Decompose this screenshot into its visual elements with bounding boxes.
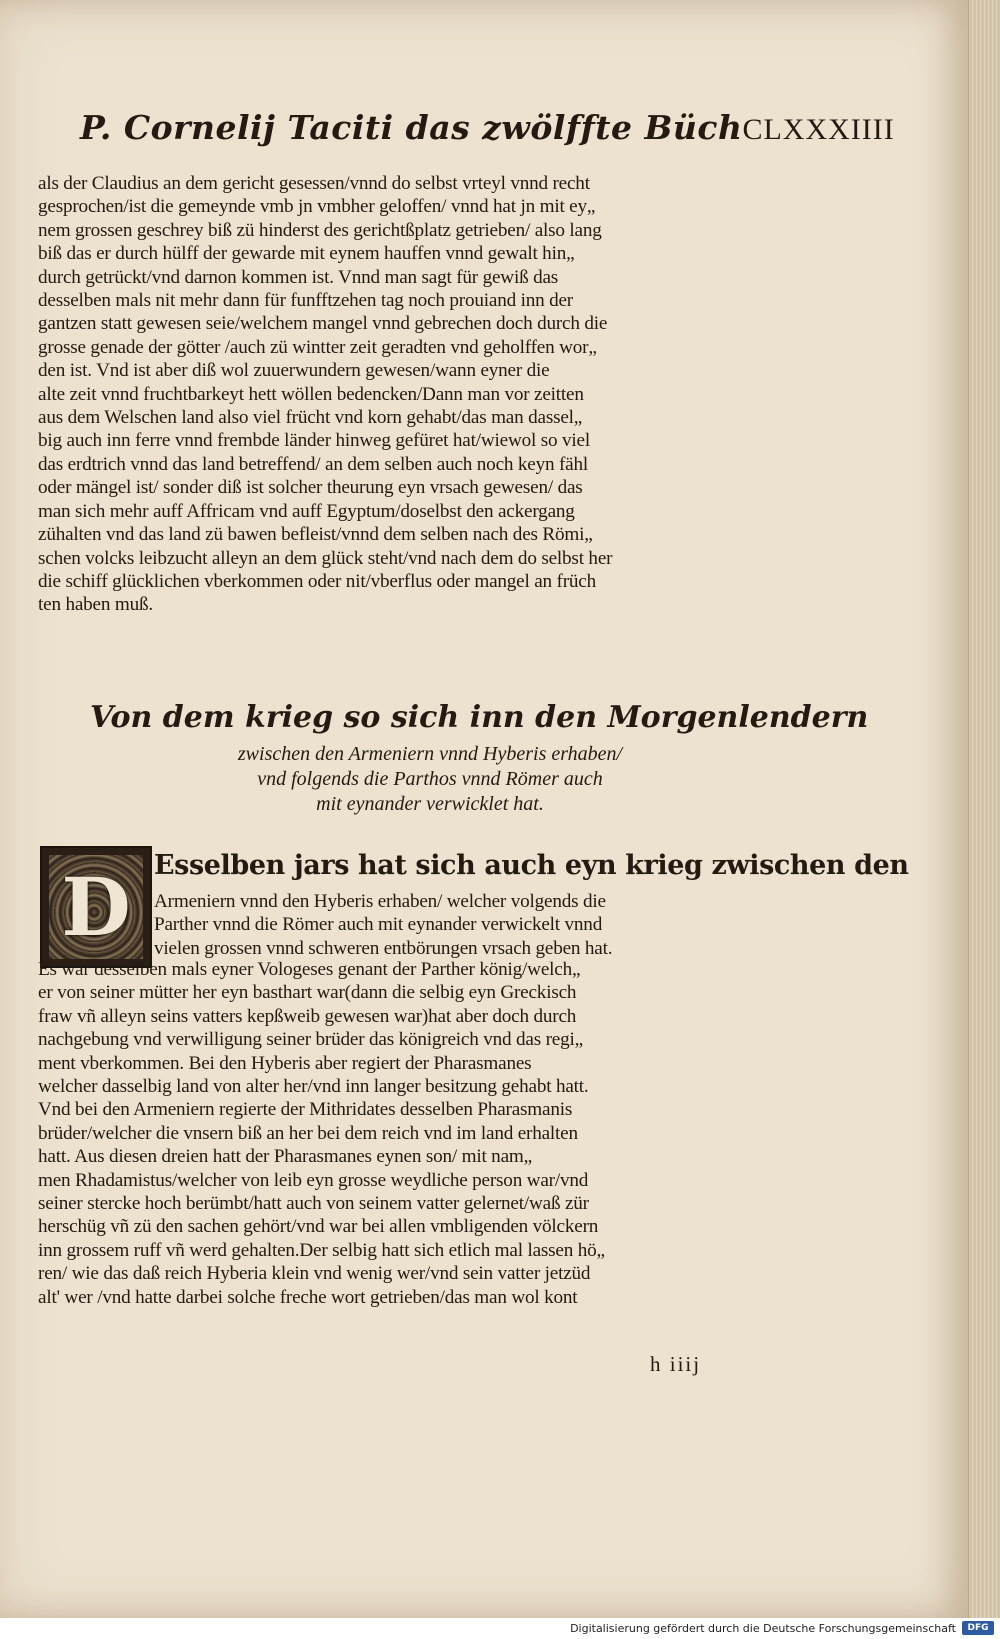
running-head — [80, 108, 895, 164]
text-line: Vnd bei den Armeniern regierte der Mithridates desselben Pharasmanis — [38, 1099, 573, 1121]
text-line: brüder/welcher die vnsern biß an her bei dem reich vnd im land erhalten — [38, 1122, 578, 1144]
text-line: schen volcks leibzucht alleyn an dem glück steht/vnd nach dem do selbst her — [38, 547, 613, 569]
text-line: ten haben muß. — [38, 594, 153, 616]
text-line: gantzen statt gewesen seie/welchem mangel vnnd gebrechen doch durch die — [38, 313, 608, 335]
text-line: biß das er durch hülff der gewarde mit eynem hauffen vnnd gewalt hin„ — [38, 243, 575, 265]
text-line: durch getrückt/vnd darnon kommen ist. Vnnd man sagt für gewiß das — [38, 266, 559, 288]
initial-ornament — [49, 855, 143, 959]
paragraph-2-first-line: Esselben jars hat sich auch eyn krieg zwischen den — [154, 850, 909, 881]
text-line: nachgebung vnd verwilligung seiner brüder das königreich vnd das regi„ — [38, 1029, 583, 1051]
paragraph-1 — [38, 172, 798, 617]
text-line: hatt. Aus diesen dreien hatt der Pharasmanes eynen son/ mit nam„ — [38, 1146, 532, 1168]
text-line: Armeniern vnnd den Hyberis erhaben/ welcher volgends die — [154, 891, 606, 912]
text-line: die schiff glücklichen vberkommen oder nit/vberflus oder mangel an früch — [38, 570, 597, 592]
text-line: zwischen den Armeniern vnnd Hyberis erhaben/ — [237, 743, 623, 765]
text-line: inn grossem ruff vñ werd gehalten.Der selbig hatt sich etlich mal lassen hö„ — [38, 1239, 605, 1261]
text-line: herschüg vñ zü den sachen gehört/vnd war bei allen vmbligenden völckern — [38, 1216, 599, 1238]
text-line: big auch inn ferre vnnd frembde länder hinweg gefüret hat/wiewol so viel — [38, 430, 590, 452]
running-title: P. Cornelij Taciti das zwölffte Büch — [80, 108, 743, 147]
catchword: h iiij — [650, 1352, 702, 1376]
text-line: den ist. Vnd ist aber diß wol zuuerwundern gewesen/wann eyner die — [38, 360, 550, 382]
text-line: man sich mehr auff Affricam vnd auff Egyptum/doselbst den ackergang — [38, 500, 575, 522]
text-line: alt' wer /vnd hatte darbei solche freche wort getrieben/das man wol kont — [38, 1286, 578, 1308]
text-line: vielen grossen vnnd schweren entbörungen vrsach geben hat. — [154, 937, 613, 959]
text-line: oder mängel ist/ sonder diß ist solcher theurung eyn vrsach gewesen/ das — [38, 477, 583, 499]
text-line: seiner stercke hoch berümbt/hatt auch von seinem vatter gelernet/waß zür — [38, 1193, 589, 1215]
folio-number: CLXXXIIII — [742, 113, 895, 146]
text-line: als der Claudius an dem gericht gesessen/vnnd do selbst vrteyl vnnd recht — [38, 173, 590, 194]
text-line: desselben mals nit mehr dann für funfftzehen tag noch prouiand inn der — [38, 290, 573, 312]
paragraph-2-indented-lines — [154, 890, 794, 960]
text-line: men Rhadamistus/welcher von leib eyn grosse weydliche person war/vnd — [38, 1169, 589, 1191]
text-line: das erdtrich vnnd das land betreffend/ an dem selben auch noch keyn fähl — [38, 453, 589, 475]
footer-bar — [0, 1618, 1000, 1639]
text-line: grosse genade der götter /auch zü wintter zeit geradten vnd geholffen wor„ — [38, 336, 597, 358]
text-line: er von seiner mütter her eyn basthart war(dann die selbig eyn Greckisch — [38, 982, 577, 1004]
section-heading-main: Von dem krieg so sich inn den Morgenlendern — [90, 700, 869, 735]
text-line: ren/ wie das daß reich Hyberia klein vnd wenig wer/vnd sein vatter jetzüd — [38, 1263, 591, 1285]
text-line: Es war desselben mals eyner Vologeses genant der Parther könig/welch„ — [38, 959, 581, 980]
text-line: welcher dasselbig land von alter her/vnd inn langer besitzung gehabt hatt. — [38, 1076, 589, 1098]
section-heading-sub — [90, 742, 770, 817]
text-line: Parther vnnd die Römer auch mit eynander verwickelt vnnd — [154, 914, 603, 936]
text-line: fraw vñ alleyn seins vatters kepßweib gewesen war)hat aber doch durch — [38, 1005, 577, 1027]
text-line: zühalten vnd das land zü bawen befleist/vnnd dem selben nach des Römi„ — [38, 524, 593, 546]
dfg-logo: DFG — [962, 1621, 994, 1635]
text-line: alte zeit vnnd fruchtbarkeyt hett wöllen bedencken/Dann man vor zeitten — [38, 383, 584, 405]
text-line: nem grossen geschrey biß zü hinderst des gerichtßplatz getrieben/ also lang — [38, 219, 602, 241]
digitization-credit: Digitalisierung gefördert durch die Deutsche Forschungsgemeinschaft — [570, 1622, 956, 1635]
section-heading — [90, 698, 869, 817]
decorated-initial — [40, 846, 152, 968]
initial-letter: D — [61, 860, 131, 954]
text-line: vnd folgends die Parthos vnnd Römer auch — [257, 768, 603, 790]
text-line: mit eynander verwicklet hat. — [316, 793, 544, 815]
text-line: ment vberkommen. Bei den Hyberis aber regiert der Pharasmanes — [38, 1052, 532, 1074]
text-line: aus dem Welschen land also viel frücht vnd korn gehabt/das man dassel„ — [38, 407, 583, 429]
page-edges — [968, 0, 1000, 1618]
paragraph-2 — [38, 958, 798, 1309]
text-line: gesprochen/ist die gemeynde vmb jn vmbher geloffen/ vnnd hat jn mit ey„ — [38, 196, 596, 218]
